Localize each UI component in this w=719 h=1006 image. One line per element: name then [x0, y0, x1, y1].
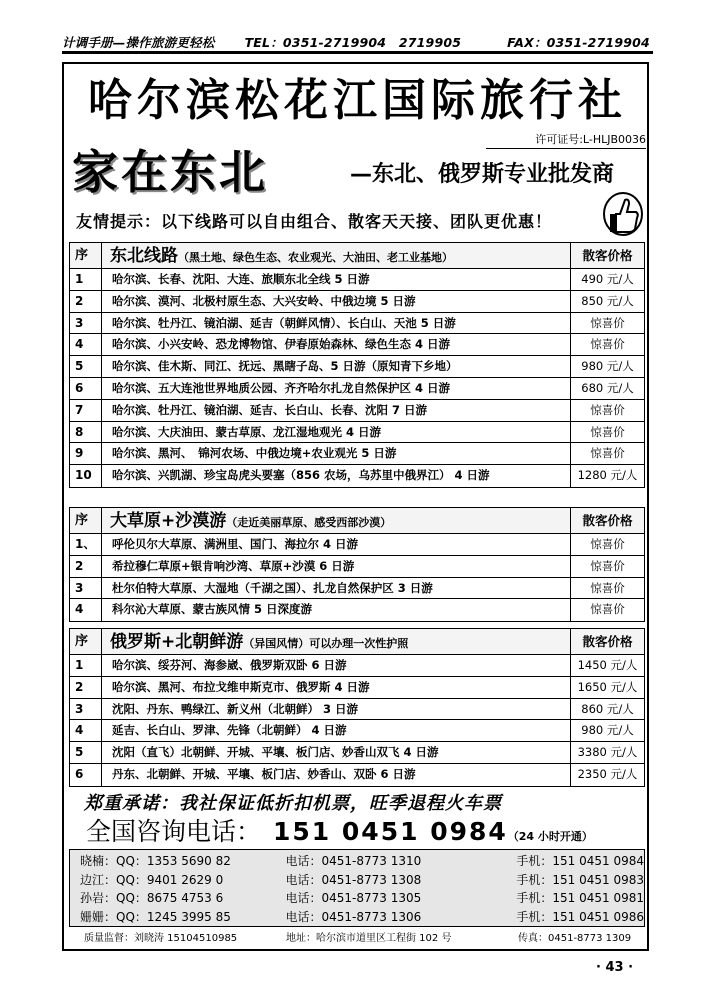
- consult-note: （24 小时开通）: [507, 830, 593, 843]
- footer-address: 地址：哈尔滨市道里区工程街 102 号: [286, 933, 452, 944]
- row-number: 3: [70, 699, 102, 720]
- contact-mobile: 手机：151 0451 0984: [516, 854, 644, 868]
- row-price: 惊喜价: [590, 424, 625, 439]
- contact-row: [70, 889, 644, 908]
- row-number: 5: [70, 742, 102, 763]
- contacts-box: [69, 849, 645, 927]
- section-heading: 俄罗斯+北朝鲜游: [110, 632, 244, 652]
- contact-qq: 晓楠：QQ：1353 5690 82: [80, 854, 231, 868]
- row-price: 1450 元/人: [577, 658, 638, 672]
- footer-supervisor: 质量监督：刘晓涛 15104510985: [84, 933, 238, 944]
- contact-qq: 边江：QQ：9401 2629 0: [80, 872, 224, 887]
- consult-phone: 151 0451 0984: [273, 817, 508, 846]
- thumbs-up-icon: [603, 192, 643, 236]
- row-price: 680 元/人: [581, 380, 634, 395]
- table-row: [70, 556, 644, 578]
- table-row: [70, 443, 644, 465]
- row-route: 哈尔滨、五大连池世界地质公园、齐齐哈尔扎龙自然保护区 4 日游: [102, 378, 571, 399]
- row-number: 7: [70, 400, 102, 421]
- row-route: 呼伦贝尔大草原、满洲里、国门、海拉尔 4 日游: [102, 534, 571, 555]
- row-route: 延吉、长白山、罗津、先锋（北朝鲜） 4 日游: [102, 720, 571, 741]
- contact-mobile: 手机：151 0451 0986: [516, 909, 644, 924]
- row-number: 4: [70, 720, 102, 741]
- row-price: 490 元/人: [581, 272, 634, 286]
- row-number: 4: [70, 334, 102, 355]
- row-number: 3: [70, 578, 102, 599]
- top-banner: [62, 33, 653, 54]
- row-price: 2350 元/人: [577, 766, 638, 781]
- brand-subtitle: —东北、俄罗斯专业批发商: [350, 162, 615, 187]
- row-route: 希拉穆仁草原+银肯响沙湾、草原+沙漠 6 日游: [102, 556, 571, 577]
- table-row: [70, 334, 644, 356]
- row-number: 6: [70, 764, 102, 786]
- row-number: 5: [70, 356, 102, 377]
- row-price: 980 元/人: [581, 723, 634, 738]
- row-number: 2: [70, 677, 102, 698]
- row-route: 丹东、北朝鲜、开城、平壤、板门店、妙香山、双卧 6 日游: [102, 764, 571, 786]
- row-price: 惊喜价: [590, 602, 625, 617]
- brand-logo: 家在东北: [72, 145, 268, 199]
- table-row: [70, 742, 644, 764]
- footer-fax: 传真：0451-8773 1309: [518, 933, 632, 944]
- table-row: [70, 764, 644, 786]
- section-heading: 东北线路: [110, 246, 178, 266]
- seq-label: 序: [70, 629, 102, 654]
- table-row: [70, 677, 644, 699]
- table-row: [70, 720, 644, 742]
- row-number: 2: [70, 556, 102, 577]
- row-route: 哈尔滨、大庆油田、蒙古草原、龙江湿地观光 4 日游: [102, 422, 571, 443]
- row-price: 1280 元/人: [577, 468, 638, 483]
- page-number: · 43 ·: [596, 960, 634, 975]
- row-price: 惊喜价: [590, 558, 625, 573]
- section-russia-korea: [69, 628, 645, 787]
- row-price: 850 元/人: [581, 293, 634, 308]
- row-number: 10: [70, 465, 102, 487]
- table-row: [70, 313, 644, 335]
- table-row: [70, 534, 644, 556]
- contact-mobile: 手机：151 0451 0983: [516, 872, 644, 887]
- table-row: [70, 400, 644, 422]
- friendly-tip: 友情提示：以下线路可以自由组合、散客天天接、团队更优惠！: [76, 212, 553, 231]
- price-label: 散客价格: [582, 513, 633, 528]
- price-label: 散客价格: [582, 634, 633, 649]
- row-price: 980 元/人: [581, 359, 634, 374]
- section-subheading: （异国风情）可以办理一次性护照: [243, 637, 409, 650]
- section-heading: 大草原+沙漠游: [110, 511, 227, 531]
- row-route: 哈尔滨、牡丹江、镜泊湖、延吉（朝鲜风情）、长白山、天池 5 日游: [102, 313, 571, 334]
- contact-tel: 电话：0451-8773 1306: [285, 909, 422, 924]
- row-number: 3: [70, 313, 102, 334]
- row-route: 哈尔滨、佳木斯、同江、抚远、黑瞎子岛、5 日游（原知青下乡地）: [102, 356, 571, 377]
- table-row: [70, 699, 644, 721]
- contact-qq: 姗姗：QQ：1245 3995 85: [80, 909, 231, 924]
- section-header: [70, 508, 644, 534]
- banner-fax: FAX：0351-2719904: [507, 35, 650, 50]
- row-price: 1650 元/人: [577, 679, 638, 694]
- row-route: 沈阳、丹东、鸭绿江、新义州（北朝鲜） 3 日游: [102, 699, 571, 720]
- table-row: [70, 465, 644, 487]
- table-row: [70, 269, 644, 291]
- row-number: 1、: [70, 534, 102, 555]
- row-price: 惊喜价: [590, 402, 625, 417]
- row-route: 哈尔滨、绥芬河、海参崴、俄罗斯双卧 6 日游: [102, 655, 571, 676]
- section-header: [70, 629, 644, 655]
- row-route: 哈尔滨、黑河、 锦河农场、中俄边境+农业观光 5 日游: [102, 443, 571, 464]
- contact-tel: 电话：0451-8773 1305: [285, 891, 422, 905]
- table-row: [70, 378, 644, 400]
- row-number: 4: [70, 599, 102, 621]
- contact-row: [70, 852, 644, 871]
- row-price: 惊喜价: [590, 580, 625, 595]
- row-route: 杜尔伯特大草原、大湿地（千湖之国）、扎龙自然保护区 3 日游: [102, 578, 571, 599]
- row-number: 9: [70, 443, 102, 464]
- row-route: 哈尔滨、漠河、北极村原生态、大兴安岭、中俄边境 5 日游: [102, 291, 571, 312]
- license-number: 许可证号:L-HLJB0036: [486, 132, 646, 149]
- table-row: [70, 655, 644, 677]
- row-route: 科尔沁大草原、蒙古族风情 5 日深度游: [102, 599, 571, 621]
- contact-qq: 孙岩：QQ：8675 4753 6: [80, 891, 224, 905]
- row-price: 860 元/人: [581, 701, 634, 716]
- row-price: 惊喜价: [590, 537, 625, 551]
- contact-tel: 电话：0451-8773 1310: [285, 854, 422, 868]
- table-row: [70, 422, 644, 444]
- consult-label: 全国咨询电话：: [86, 817, 262, 846]
- row-route: 沈阳（直飞）北朝鲜、开城、平壤、板门店、妙香山双飞 4 日游: [102, 742, 571, 763]
- promise-text: 郑重承诺：我社保证低折扣机票，旺季退程火车票: [84, 793, 502, 814]
- banner-slogan: 计调手册—操作旅游更轻松: [62, 35, 215, 50]
- row-route: 哈尔滨、牡丹江、镜泊湖、延吉、长白山、长春、沈阳 7 日游: [102, 400, 571, 421]
- row-number: 2: [70, 291, 102, 312]
- section-northeast: [69, 242, 645, 488]
- row-price: 惊喜价: [590, 315, 625, 330]
- row-price: 惊喜价: [590, 337, 625, 352]
- row-price: 3380 元/人: [577, 745, 638, 760]
- contact-tel: 电话：0451-8773 1308: [285, 872, 422, 887]
- row-number: 1: [70, 269, 102, 290]
- row-number: 1: [70, 655, 102, 676]
- row-route: 哈尔滨、长春、沈阳、大连、旅顺东北全线 5 日游: [102, 269, 571, 290]
- agency-title: 哈尔滨松花江国际旅行社: [88, 75, 627, 126]
- price-label: 散客价格: [582, 248, 633, 263]
- table-row: [70, 578, 644, 600]
- section-subheading: （走近美丽草原、感受西部沙漠）: [226, 516, 392, 529]
- contact-row: [70, 871, 644, 890]
- section-grassland: [69, 507, 645, 622]
- row-route: 哈尔滨、小兴安岭、恐龙博物馆、伊春原始森林、绿色生态 4 日游: [102, 334, 571, 355]
- section-header: [70, 243, 644, 269]
- row-route: 哈尔滨、兴凯湖、珍宝岛虎头要塞（856 农场，乌苏里中俄界江） 4 日游: [102, 465, 571, 487]
- footer: [84, 932, 644, 946]
- table-row: [70, 291, 644, 313]
- table-row: [70, 599, 644, 621]
- table-row: [70, 356, 644, 378]
- section-subheading: （黑土地、绿色生态、农业观光、大油田、老工业基地）: [178, 251, 453, 264]
- contact-mobile: 手机：151 0451 0981: [516, 891, 644, 905]
- seq-label: 序: [70, 243, 102, 268]
- contact-row: [70, 908, 644, 927]
- row-number: 8: [70, 422, 102, 443]
- seq-label: 序: [70, 508, 102, 533]
- row-number: 6: [70, 378, 102, 399]
- row-price: 惊喜价: [590, 446, 625, 461]
- banner-tel: TEL：0351-2719904 2719905: [244, 35, 462, 50]
- row-route: 哈尔滨、黑河、布拉戈维申斯克市、俄罗斯 4 日游: [102, 677, 571, 698]
